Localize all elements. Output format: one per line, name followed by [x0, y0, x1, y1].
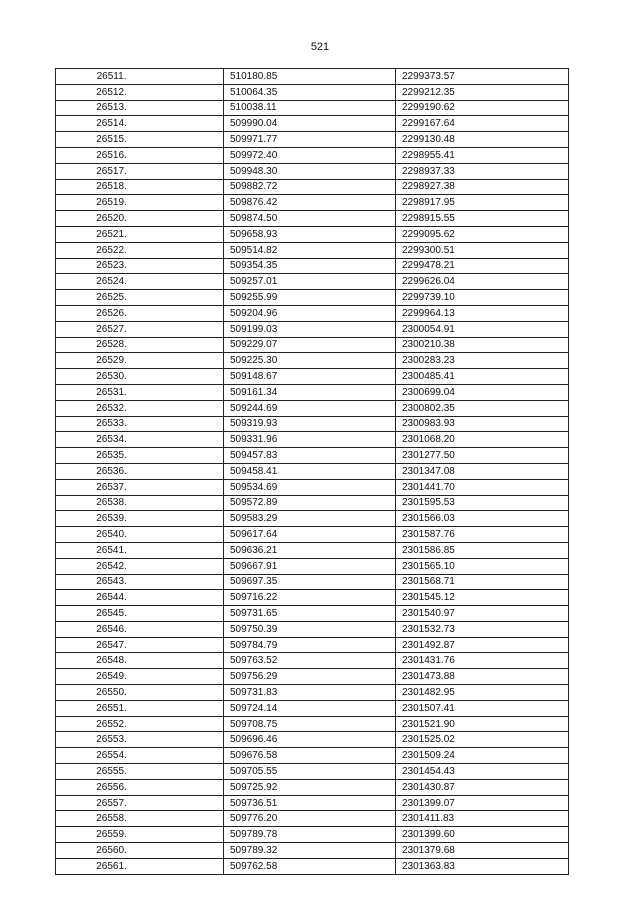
y-coordinate-cell: 2301379.68: [396, 843, 569, 859]
y-coordinate-cell: 2301363.83: [396, 858, 569, 874]
table-row: [56, 590, 569, 606]
y-coordinate-cell: 2299212.35: [396, 84, 569, 100]
y-coordinate-cell: 2298927.38: [396, 179, 569, 195]
point-number-cell: 26547.: [56, 637, 224, 653]
y-coordinate-cell: 2298937.33: [396, 163, 569, 179]
point-number-cell: 26516.: [56, 147, 224, 163]
x-coordinate-cell: 509572.89: [224, 495, 396, 511]
point-number-cell: 26546.: [56, 621, 224, 637]
table-row: [56, 511, 569, 527]
point-number-cell: 26554.: [56, 748, 224, 764]
y-coordinate-cell: 2301521.90: [396, 716, 569, 732]
table-row: [56, 669, 569, 685]
table-row: [56, 163, 569, 179]
point-number-cell: 26519.: [56, 195, 224, 211]
x-coordinate-cell: 509882.72: [224, 179, 396, 195]
y-coordinate-cell: 2301430.87: [396, 779, 569, 795]
y-coordinate-cell: 2299167.64: [396, 116, 569, 132]
table-row: [56, 827, 569, 843]
table-row: [56, 463, 569, 479]
table-row: [56, 258, 569, 274]
y-coordinate-cell: 2301277.50: [396, 448, 569, 464]
x-coordinate-cell: 509876.42: [224, 195, 396, 211]
y-coordinate-cell: 2301566.03: [396, 511, 569, 527]
table-row: [56, 527, 569, 543]
x-coordinate-cell: 509676.58: [224, 748, 396, 764]
point-number-cell: 26538.: [56, 495, 224, 511]
x-coordinate-cell: 509972.40: [224, 147, 396, 163]
y-coordinate-cell: 2301507.41: [396, 700, 569, 716]
y-coordinate-cell: 2298955.41: [396, 147, 569, 163]
x-coordinate-cell: 509583.29: [224, 511, 396, 527]
table-row: [56, 195, 569, 211]
point-number-cell: 26556.: [56, 779, 224, 795]
point-number-cell: 26517.: [56, 163, 224, 179]
table-row: [56, 305, 569, 321]
point-number-cell: 26525.: [56, 290, 224, 306]
x-coordinate-cell: 509225.30: [224, 353, 396, 369]
x-coordinate-cell: 509874.50: [224, 211, 396, 227]
point-number-cell: 26542.: [56, 558, 224, 574]
point-number-cell: 26544.: [56, 590, 224, 606]
table-row: [56, 764, 569, 780]
page-number: 521: [310, 41, 330, 53]
x-coordinate-cell: 509331.96: [224, 432, 396, 448]
x-coordinate-cell: 509534.69: [224, 479, 396, 495]
point-number-cell: 26545.: [56, 606, 224, 622]
table-row: [56, 290, 569, 306]
x-coordinate-cell: 509990.04: [224, 116, 396, 132]
table-row: [56, 69, 569, 85]
x-coordinate-cell: 509756.29: [224, 669, 396, 685]
x-coordinate-cell: 509148.67: [224, 369, 396, 385]
table-row: [56, 100, 569, 116]
point-number-cell: 26527.: [56, 321, 224, 337]
y-coordinate-cell: 2300983.93: [396, 416, 569, 432]
x-coordinate-cell: 509971.77: [224, 132, 396, 148]
point-number-cell: 26541.: [56, 542, 224, 558]
point-number-cell: 26536.: [56, 463, 224, 479]
y-coordinate-cell: 2299626.04: [396, 274, 569, 290]
point-number-cell: 26512.: [56, 84, 224, 100]
point-number-cell: 26549.: [56, 669, 224, 685]
point-number-cell: 26548.: [56, 653, 224, 669]
y-coordinate-cell: 2299300.51: [396, 242, 569, 258]
y-coordinate-cell: 2301068.20: [396, 432, 569, 448]
y-coordinate-cell: 2301545.12: [396, 590, 569, 606]
x-coordinate-cell: 509229.07: [224, 337, 396, 353]
table-row: [56, 700, 569, 716]
point-number-cell: 26520.: [56, 211, 224, 227]
y-coordinate-cell: 2299964.13: [396, 305, 569, 321]
point-number-cell: 26543.: [56, 574, 224, 590]
table-row: [56, 337, 569, 353]
x-coordinate-cell: 509784.79: [224, 637, 396, 653]
point-number-cell: 26533.: [56, 416, 224, 432]
point-number-cell: 26511.: [56, 69, 224, 85]
table-row: [56, 542, 569, 558]
y-coordinate-cell: 2298917.95: [396, 195, 569, 211]
x-coordinate-cell: 509731.83: [224, 685, 396, 701]
table-row: [56, 400, 569, 416]
y-coordinate-cell: 2301540.97: [396, 606, 569, 622]
x-coordinate-cell: 509161.34: [224, 384, 396, 400]
table-row: [56, 795, 569, 811]
point-number-cell: 26532.: [56, 400, 224, 416]
y-coordinate-cell: 2301568.71: [396, 574, 569, 590]
y-coordinate-cell: 2301565.10: [396, 558, 569, 574]
point-number-cell: 26551.: [56, 700, 224, 716]
x-coordinate-cell: 509948.30: [224, 163, 396, 179]
point-number-cell: 26531.: [56, 384, 224, 400]
x-coordinate-cell: 509696.46: [224, 732, 396, 748]
y-coordinate-cell: 2301399.60: [396, 827, 569, 843]
y-coordinate-cell: 2301473.88: [396, 669, 569, 685]
y-coordinate-cell: 2301492.87: [396, 637, 569, 653]
x-coordinate-cell: 509667.91: [224, 558, 396, 574]
x-coordinate-cell: 510038.11: [224, 100, 396, 116]
table-row: [56, 274, 569, 290]
y-coordinate-cell: 2301411.83: [396, 811, 569, 827]
table-row: [56, 116, 569, 132]
table-row: [56, 685, 569, 701]
point-number-cell: 26526.: [56, 305, 224, 321]
table-row: [56, 448, 569, 464]
x-coordinate-cell: 509199.03: [224, 321, 396, 337]
point-number-cell: 26550.: [56, 685, 224, 701]
x-coordinate-cell: 509204.96: [224, 305, 396, 321]
table-row: [56, 321, 569, 337]
point-number-cell: 26537.: [56, 479, 224, 495]
x-coordinate-cell: 509716.22: [224, 590, 396, 606]
y-coordinate-cell: 2299739.10: [396, 290, 569, 306]
y-coordinate-cell: 2300802.35: [396, 400, 569, 416]
point-number-cell: 26521.: [56, 226, 224, 242]
table-row: [56, 147, 569, 163]
x-coordinate-cell: 509255.99: [224, 290, 396, 306]
x-coordinate-cell: 509776.20: [224, 811, 396, 827]
coordinates-table: [55, 68, 569, 875]
y-coordinate-cell: 2301532.73: [396, 621, 569, 637]
y-coordinate-cell: 2301509.24: [396, 748, 569, 764]
point-number-cell: 26513.: [56, 100, 224, 116]
y-coordinate-cell: 2300485.41: [396, 369, 569, 385]
point-number-cell: 26534.: [56, 432, 224, 448]
table-row: [56, 84, 569, 100]
point-number-cell: 26528.: [56, 337, 224, 353]
y-coordinate-cell: 2300210.38: [396, 337, 569, 353]
x-coordinate-cell: 510180.85: [224, 69, 396, 85]
y-coordinate-cell: 2301454.43: [396, 764, 569, 780]
y-coordinate-cell: 2299478.21: [396, 258, 569, 274]
table-row: [56, 653, 569, 669]
table-row: [56, 416, 569, 432]
table-row: [56, 179, 569, 195]
table-row: [56, 606, 569, 622]
y-coordinate-cell: 2301431.76: [396, 653, 569, 669]
x-coordinate-cell: 509762.58: [224, 858, 396, 874]
x-coordinate-cell: 509708.75: [224, 716, 396, 732]
table-row: [56, 242, 569, 258]
point-number-cell: 26530.: [56, 369, 224, 385]
y-coordinate-cell: 2299095.62: [396, 226, 569, 242]
point-number-cell: 26522.: [56, 242, 224, 258]
x-coordinate-cell: 509658.93: [224, 226, 396, 242]
table-row: [56, 843, 569, 859]
y-coordinate-cell: 2301595.53: [396, 495, 569, 511]
point-number-cell: 26559.: [56, 827, 224, 843]
point-number-cell: 26539.: [56, 511, 224, 527]
y-coordinate-cell: 2299130.48: [396, 132, 569, 148]
point-number-cell: 26515.: [56, 132, 224, 148]
table-row: [56, 495, 569, 511]
point-number-cell: 26561.: [56, 858, 224, 874]
x-coordinate-cell: 509617.64: [224, 527, 396, 543]
x-coordinate-cell: 509789.32: [224, 843, 396, 859]
x-coordinate-cell: 509257.01: [224, 274, 396, 290]
x-coordinate-cell: 509697.35: [224, 574, 396, 590]
table-row: [56, 384, 569, 400]
table-row: [56, 732, 569, 748]
y-coordinate-cell: 2301525.02: [396, 732, 569, 748]
point-number-cell: 26558.: [56, 811, 224, 827]
x-coordinate-cell: 509457.83: [224, 448, 396, 464]
x-coordinate-cell: 509763.52: [224, 653, 396, 669]
table-row: [56, 479, 569, 495]
table-row: [56, 574, 569, 590]
y-coordinate-cell: 2301441.70: [396, 479, 569, 495]
y-coordinate-cell: 2300054.91: [396, 321, 569, 337]
x-coordinate-cell: 509789.78: [224, 827, 396, 843]
y-coordinate-cell: 2298915.55: [396, 211, 569, 227]
table-row: [56, 811, 569, 827]
point-number-cell: 26540.: [56, 527, 224, 543]
x-coordinate-cell: 509244.69: [224, 400, 396, 416]
x-coordinate-cell: 509731.65: [224, 606, 396, 622]
x-coordinate-cell: 509319.93: [224, 416, 396, 432]
table-row: [56, 637, 569, 653]
point-number-cell: 26560.: [56, 843, 224, 859]
table-row: [56, 353, 569, 369]
x-coordinate-cell: 509750.39: [224, 621, 396, 637]
point-number-cell: 26552.: [56, 716, 224, 732]
point-number-cell: 26523.: [56, 258, 224, 274]
x-coordinate-cell: 510064.35: [224, 84, 396, 100]
x-coordinate-cell: 509514.82: [224, 242, 396, 258]
table-row: [56, 211, 569, 227]
x-coordinate-cell: 509636.21: [224, 542, 396, 558]
point-number-cell: 26557.: [56, 795, 224, 811]
y-coordinate-cell: 2299373.57: [396, 69, 569, 85]
table-row: [56, 432, 569, 448]
y-coordinate-cell: 2299190.62: [396, 100, 569, 116]
point-number-cell: 26535.: [56, 448, 224, 464]
table-row: [56, 779, 569, 795]
point-number-cell: 26555.: [56, 764, 224, 780]
x-coordinate-cell: 509705.55: [224, 764, 396, 780]
y-coordinate-cell: 2301587.76: [396, 527, 569, 543]
y-coordinate-cell: 2301399.07: [396, 795, 569, 811]
y-coordinate-cell: 2301482.95: [396, 685, 569, 701]
table-row: [56, 621, 569, 637]
point-number-cell: 26524.: [56, 274, 224, 290]
x-coordinate-cell: 509458.41: [224, 463, 396, 479]
table-row: [56, 748, 569, 764]
x-coordinate-cell: 509724.14: [224, 700, 396, 716]
table-row: [56, 558, 569, 574]
y-coordinate-cell: 2300699.04: [396, 384, 569, 400]
point-number-cell: 26553.: [56, 732, 224, 748]
x-coordinate-cell: 509354.35: [224, 258, 396, 274]
table-body: [56, 69, 569, 875]
x-coordinate-cell: 509725.92: [224, 779, 396, 795]
point-number-cell: 26529.: [56, 353, 224, 369]
point-number-cell: 26514.: [56, 116, 224, 132]
point-number-cell: 26518.: [56, 179, 224, 195]
table-row: [56, 132, 569, 148]
table-row: [56, 858, 569, 874]
table-row: [56, 369, 569, 385]
y-coordinate-cell: 2300283.23: [396, 353, 569, 369]
table-row: [56, 716, 569, 732]
x-coordinate-cell: 509736.51: [224, 795, 396, 811]
y-coordinate-cell: 2301586.85: [396, 542, 569, 558]
y-coordinate-cell: 2301347.08: [396, 463, 569, 479]
table-row: [56, 226, 569, 242]
